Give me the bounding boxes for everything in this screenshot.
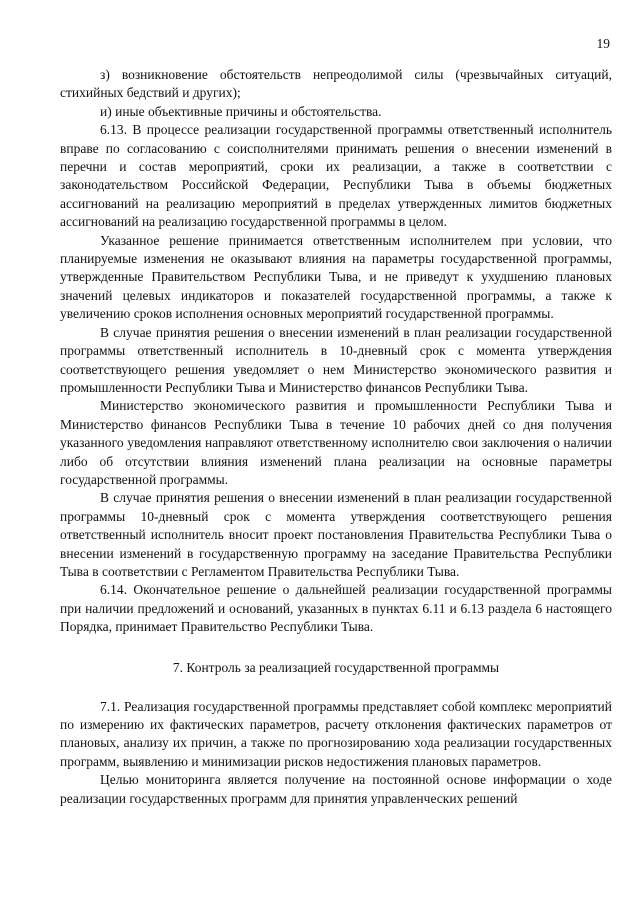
paragraph-ministry-conclusion: Министерство экономического развития и промышленности Республики Тыва и Министерство финансов Республики Тыва в течение 10 рабочих дней со дня получения указанного уведомления направляют ответственному исполнителю свои заключения о наличии либо об отсутствии влияния изменений плана реализации на основные параметры государственной программы.: [60, 398, 612, 487]
page-number: 19: [596, 36, 610, 51]
section-heading: 7. Контроль за реализацией государственной программы: [172, 659, 500, 675]
document-body: [60, 66, 612, 808]
paragraph-item-z: з) возникновение обстоятельств непреодолимой силы (чрезвычайных ситуаций, стихийных бедствий и других);: [60, 67, 612, 101]
paragraph-item-i: и) иные объективные причины и обстоятельства.: [100, 103, 382, 119]
paragraph-monitoring-goal: Целью мониторинга является получение на постоянной основе информации о ходе реализации государственных программ для принятия управленческих решений: [60, 772, 612, 806]
paragraph-plan-change-notice: В случае принятия решения о внесении изменений в план реализации государственной программы ответственный исполнитель в 10-дневный срок с момента утверждения соответствующего решения уведомляет о нем Министерство экономического развития и промышленности Республики Тыва и Министерство финансов Республики Тыва.: [60, 324, 612, 395]
paragraph-7-1: 7.1. Реализация государственной программы представляет собой комплекс мероприятий по измерению их фактических параметров, расчету отклонения фактических параметров от плановых, анализу их причин, а также по прогнозированию хода реализации государственных программ, выявлению и минимизации рисков недостижения плановых параметров.: [60, 698, 612, 769]
paragraph-decision-condition: Указанное решение принимается ответственным исполнителем при условии, что планируемые изменения не оказывают влияния на параметры государственной программы, утвержденные Правительством Республики Тыва, и не приведут к ухудшению плановых значений целевых индикаторов и показателей государственной программы, а также к увеличению сроков исполнения основных мероприятий государственной программы.: [60, 232, 612, 322]
paragraph-program-amendment: В случае принятия решения о внесении изменений в план реализации государственной программы 10-дневный срок с момента утверждения соответствующего решения ответственный исполнитель вносит проект постановления Правительства Республики Тыва о внесении изменений в государственную программу на заседание Правительства Республики Тыва в соответствии с Регламентом Правительства Республики Тыва.: [60, 490, 612, 579]
paragraph-6-14: 6.14. Окончательное решение о дальнейшей реализации государственной программы при наличии предложений и оснований, указанных в пунктах 6.11 и 6.13 раздела 6 настоящего Порядка, принимает Правительство Республики Тыва.: [60, 582, 612, 635]
paragraph-6-13: 6.13. В процессе реализации государственной программы ответственный исполнитель вправе по согласованию с соисполнителями принимать решения о внесении изменений в перечни и состав мероприятий, сроки их реализации, а также в соответствии с законодательством Российской Федерации, Республики Тыва в объемы бюджетных ассигнований на реализацию мероприятий в пределах утвержденных лимитов бюджетных ассигнований на реализацию государственной программы в целом.: [60, 122, 612, 230]
